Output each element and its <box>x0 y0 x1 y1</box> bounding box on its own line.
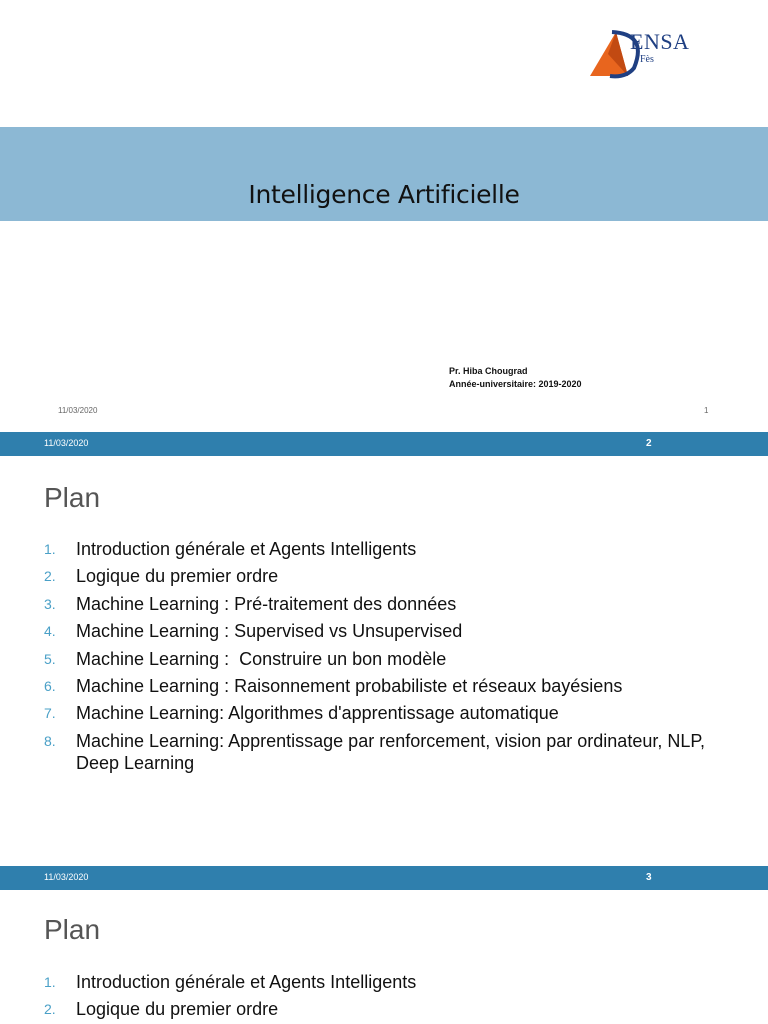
plan-title: Plan <box>44 914 101 945</box>
slide-date: 11/03/2020 <box>58 406 98 415</box>
plan-title: Plan <box>44 482 101 513</box>
list-item <box>44 730 744 774</box>
plan-list <box>44 538 744 779</box>
list-item <box>44 702 744 724</box>
ensa-logo <box>588 24 712 80</box>
list-item <box>44 675 744 697</box>
slide-number: 1 <box>704 406 709 415</box>
slide-date: 11/03/2020 <box>44 438 89 448</box>
item-text: Introduction générale et Agents Intelligents <box>76 539 417 559</box>
item-number: 8. <box>44 732 56 749</box>
item-text: Machine Learning : Raisonnement probabiliste et réseaux bayésiens <box>76 675 623 696</box>
item-number: 2. <box>44 568 56 585</box>
slide-title: Intelligence Artificielle <box>248 180 520 209</box>
logo-subtext: Fès <box>640 54 654 65</box>
list-item <box>44 971 744 993</box>
author-name: Pr. Hiba Chougrad <box>449 366 528 376</box>
slide-number: 2 <box>646 438 652 449</box>
list-item <box>44 620 744 642</box>
item-text: Machine Learning : Pré-traitement des données <box>76 593 457 614</box>
item-text: Logique du premier ordre <box>76 566 279 587</box>
item-text: Introduction générale et Agents Intelligents <box>76 972 417 992</box>
list-item <box>44 538 744 560</box>
item-number: 2. <box>44 1001 56 1018</box>
item-text: Machine Learning: Apprentissage par renforcement, vision par ordinateur, NLP, Deep Learning <box>76 730 706 773</box>
header-bar <box>0 432 768 456</box>
plan-list <box>44 971 744 1024</box>
item-text: Machine Learning : Construire un bon modèle <box>76 648 447 669</box>
item-text: Machine Learning: Algorithmes d'apprentissage automatique <box>76 703 559 724</box>
item-number: 7. <box>44 705 56 722</box>
item-text: Logique du premier ordre <box>76 999 279 1020</box>
list-item <box>44 998 744 1020</box>
slide-number: 3 <box>646 872 652 883</box>
list-item <box>44 648 744 670</box>
item-number: 5. <box>44 650 56 667</box>
header-bar <box>0 866 768 890</box>
item-number: 4. <box>44 623 56 640</box>
item-number: 6. <box>44 677 56 694</box>
list-item <box>44 593 744 615</box>
item-text: Machine Learning : Supervised vs Unsupervised <box>76 621 463 642</box>
slide-date: 11/03/2020 <box>44 872 89 882</box>
title-slide <box>0 0 768 432</box>
item-number: 1. <box>44 541 56 557</box>
item-number: 3. <box>44 595 56 612</box>
plan-slide <box>0 432 768 866</box>
author-block <box>449 365 582 391</box>
item-number: 1. <box>44 974 56 990</box>
plan-slide-continued <box>0 866 768 1024</box>
logo-text: ENSA <box>630 29 690 54</box>
list-item <box>44 565 744 587</box>
academic-year: Année-universitaire: 2019-2020 <box>449 379 582 389</box>
